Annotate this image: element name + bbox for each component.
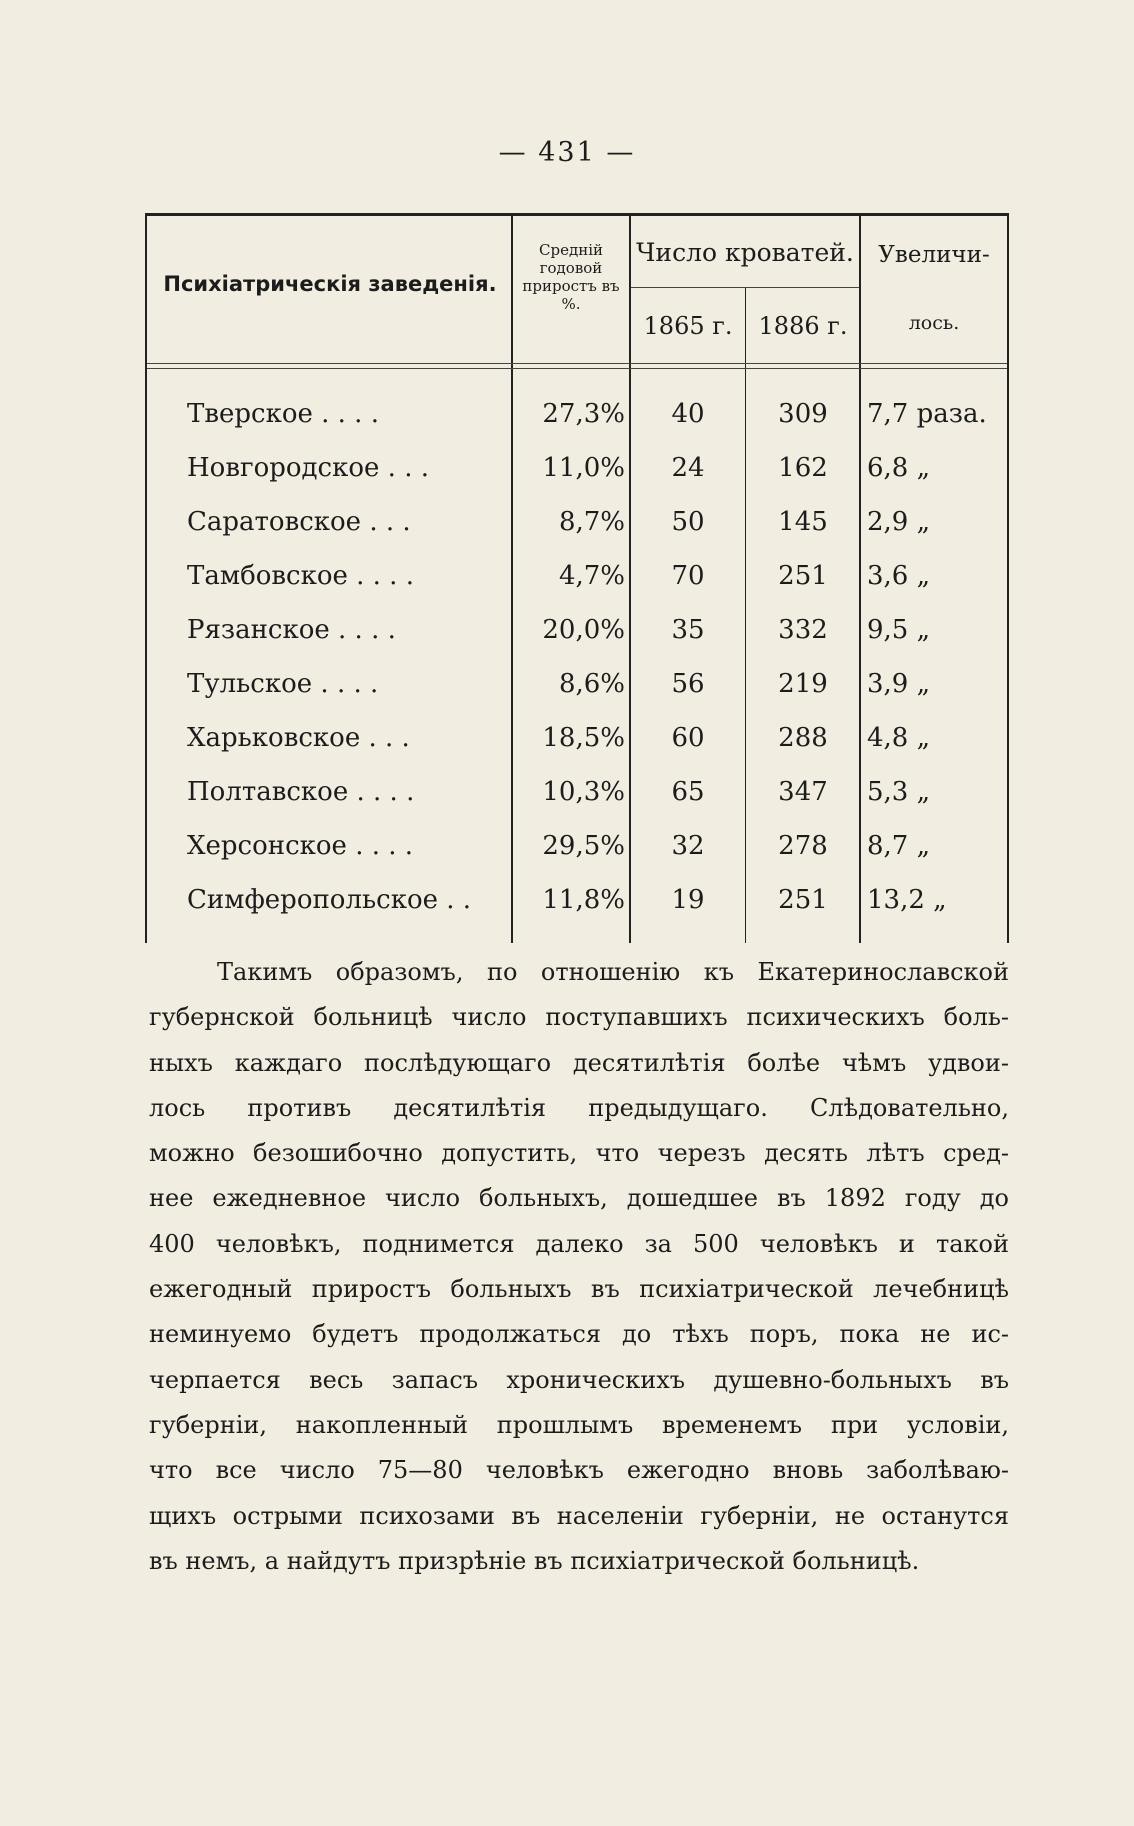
institution-name: Тверское . . . . (187, 399, 379, 429)
table-row (145, 719, 1009, 773)
header-beds: Число кроватей. (636, 238, 854, 267)
growth-value: 29,5% (542, 831, 625, 861)
growth-value: 27,3% (542, 399, 625, 429)
institution-name: Полтавское . . . . (187, 777, 415, 807)
institution-name: Херсонское . . . . (187, 831, 414, 861)
beds-1865-value: 32 (671, 831, 705, 861)
increase-value: 6,8 „ (867, 453, 931, 483)
beds-1886-value: 347 (778, 777, 828, 807)
institution-name: Тамбовское . . . . (187, 561, 414, 591)
growth-value: 11,8% (542, 885, 625, 915)
header-growth: Средній годовой приростъ въ %. (522, 241, 620, 313)
institution-name: Харьковское . . . (187, 723, 410, 753)
beds-1865-value: 50 (671, 507, 705, 537)
table-row (145, 773, 1009, 827)
table-row (145, 827, 1009, 881)
beds-1886-value: 162 (778, 453, 828, 483)
header-separator (147, 363, 1007, 364)
beds-1886-value: 288 (778, 723, 828, 753)
paragraph-line: губернской больницѣ число поступавшихъ психическихъ боль- (149, 1003, 1009, 1032)
increase-value: 7,7 раза. (867, 399, 987, 429)
beds-1865-value: 24 (671, 453, 705, 483)
beds-1886-value: 309 (778, 399, 828, 429)
beds-1865-value: 40 (671, 399, 705, 429)
beds-1886-value: 251 (778, 561, 828, 591)
increase-value: 8,7 „ (867, 831, 931, 861)
growth-value: 18,5% (542, 723, 625, 753)
increase-value: 9,5 „ (867, 615, 931, 645)
increase-value: 2,9 „ (867, 507, 931, 537)
page-number: — 431 — (498, 137, 636, 168)
statistics-table (145, 213, 1009, 943)
beds-1865-value: 70 (671, 561, 705, 591)
institution-name: Рязанское . . . . (187, 615, 396, 645)
beds-1886-value: 332 (778, 615, 828, 645)
header-increase: Увеличи- (878, 242, 990, 268)
header-year-1886: 1886 г. (758, 312, 848, 340)
table-row (145, 665, 1009, 719)
body-paragraph (149, 950, 1009, 1584)
table-row (145, 395, 1009, 449)
beds-1865-value: 65 (671, 777, 705, 807)
beds-1865-value: 35 (671, 615, 705, 645)
table-row (145, 503, 1009, 557)
institution-name: Саратовское . . . (187, 507, 411, 537)
beds-1886-value: 251 (778, 885, 828, 915)
beds-1886-value: 219 (778, 669, 828, 699)
growth-value: 11,0% (542, 453, 625, 483)
paragraph-line: Такимъ образомъ, по отношенію къ Екатеринославской (217, 958, 1009, 986)
institution-name: Новгородское . . . (187, 453, 429, 483)
increase-value: 3,6 „ (867, 561, 931, 591)
beds-1865-value: 60 (671, 723, 705, 753)
increase-value: 3,9 „ (867, 669, 931, 699)
growth-value: 4,7% (558, 561, 625, 591)
institution-name: Тульское . . . . (187, 669, 379, 699)
increase-value: 13,2 „ (867, 885, 947, 915)
header-separator (147, 368, 1007, 369)
table-top-rule (145, 213, 1009, 216)
beds-1865-value: 19 (671, 885, 705, 915)
paragraph-line: ныхъ каждаго послѣдующаго десятилѣтія болѣе чѣмъ удвои- (149, 1048, 1009, 1077)
beds-1886-value: 145 (778, 507, 828, 537)
paragraph-line: лось противъ десятилѣтія предыдущаго. Слѣдовательно, (149, 1093, 1009, 1122)
paragraph-line: черпается весь запасъ хроническихъ душевно-больныхъ въ (149, 1365, 1009, 1394)
header-institutions: Психіатрическія заведенія. (163, 272, 497, 296)
increase-value: 4,8 „ (867, 723, 931, 753)
paragraph-line: въ немъ, а найдутъ призрѣніе въ психіатрической больницѣ. (149, 1546, 920, 1575)
institution-name: Симферопольское . . (187, 885, 472, 915)
table-row (145, 449, 1009, 503)
header-increase-cont: лось. (908, 312, 960, 334)
growth-value: 8,6% (558, 669, 625, 699)
paragraph-line: 400 человѣкъ, поднимется далеко за 500 человѣкъ и такой (149, 1229, 1009, 1258)
paragraph-line: нее ежедневное число больныхъ, дошедшее въ 1892 году до (149, 1184, 1009, 1213)
table-row (145, 881, 1009, 935)
paragraph-line: что все число 75—80 человѣкъ ежегодно вновь заболѣваю- (149, 1456, 1009, 1485)
growth-value: 20,0% (542, 615, 625, 645)
paragraph-line: губерніи, накопленный прошлымъ временемъ при условіи, (149, 1410, 1009, 1439)
growth-value: 8,7% (558, 507, 625, 537)
table-body (145, 395, 1009, 935)
beds-1865-value: 56 (671, 669, 705, 699)
paragraph-line: ежегодный приростъ больныхъ въ психіатрической лечебницѣ (149, 1275, 1009, 1304)
increase-value: 5,3 „ (867, 777, 931, 807)
table-row (145, 557, 1009, 611)
header-year-1865: 1865 г. (643, 312, 733, 340)
paragraph-line: неминуемо будетъ продолжаться до тѣхъ поръ, пока не ис- (149, 1320, 1009, 1349)
paragraph-line: щихъ острыми психозами въ населеніи губерніи, не останутся (149, 1501, 1009, 1530)
beds-1886-value: 278 (778, 831, 828, 861)
table-row (145, 611, 1009, 665)
paragraph-line: можно безошибочно допустить, что черезъ десять лѣтъ сред- (149, 1139, 1009, 1168)
growth-value: 10,3% (542, 777, 625, 807)
beds-subheader-rule (631, 287, 859, 288)
